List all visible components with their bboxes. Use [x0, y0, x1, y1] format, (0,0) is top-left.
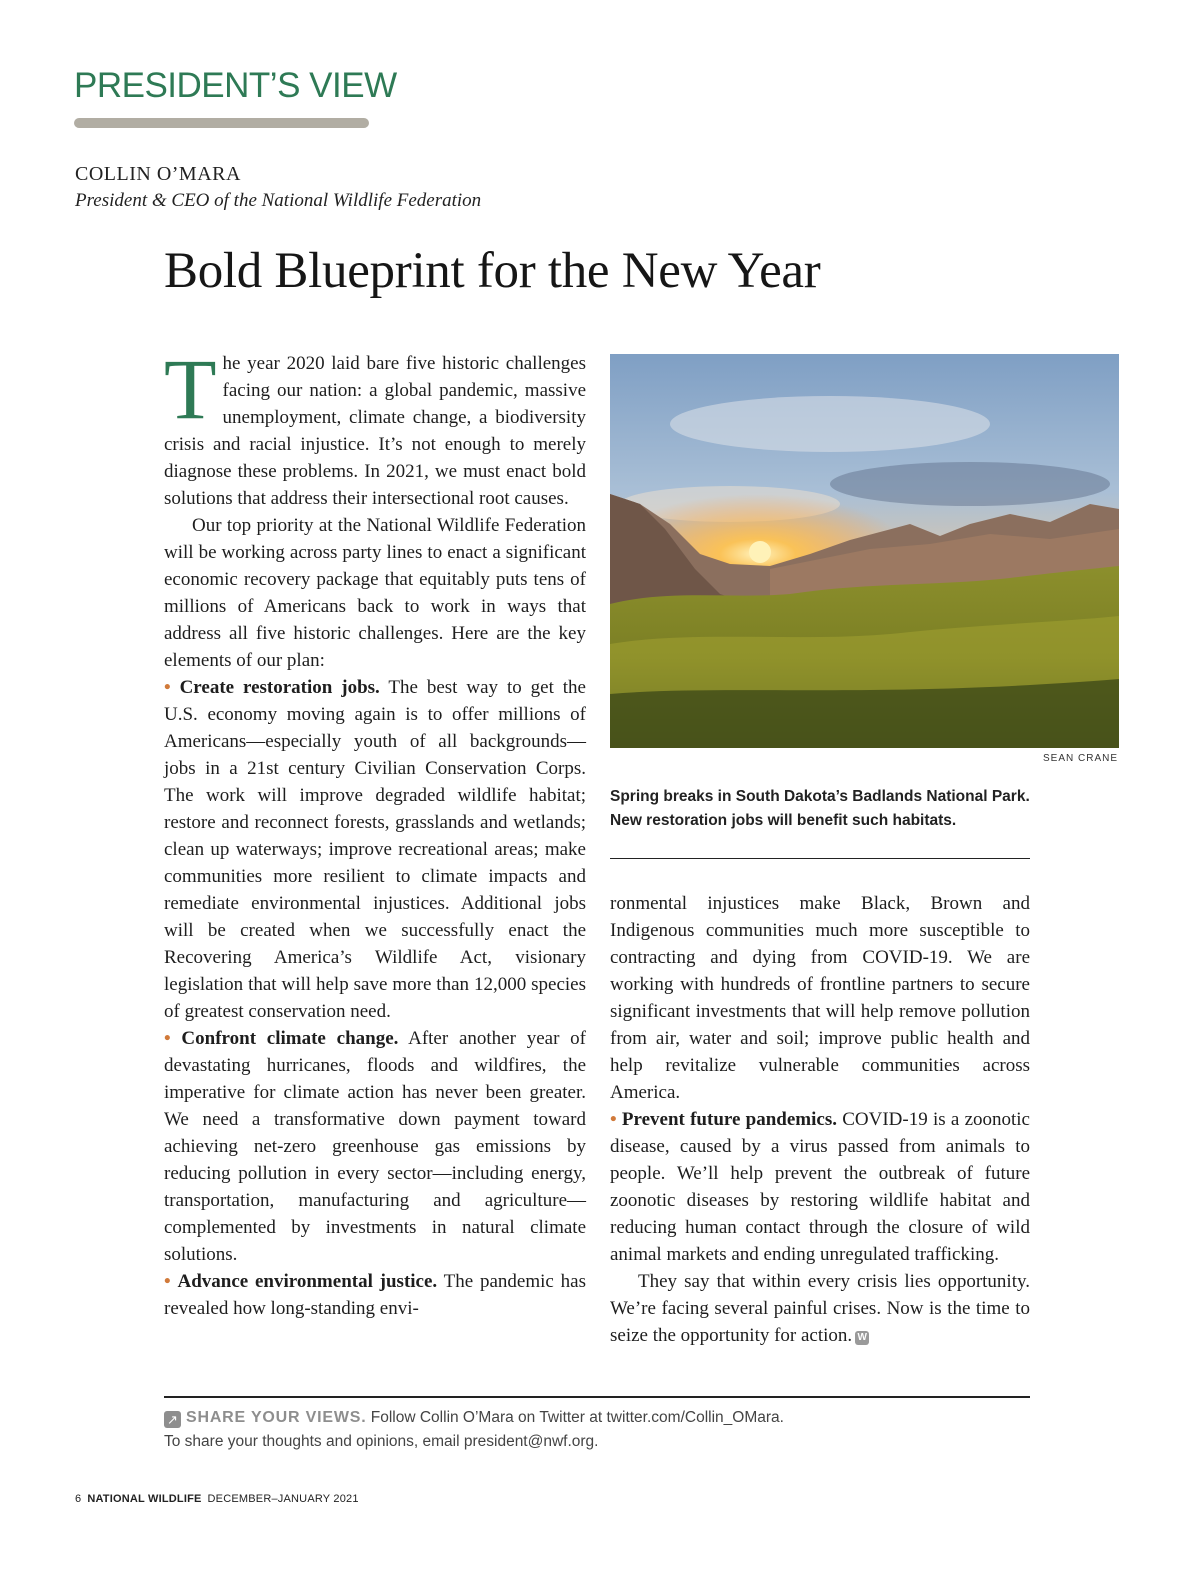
photo-credit: SEAN CRANE	[1042, 753, 1118, 764]
issue-date: DECEMBER–JANUARY 2021	[207, 1493, 359, 1505]
plan-item-text: COVID-19 is a zoonotic disease, caused by a virus passed from animals to people. We’ll help prevent the outbreak of future zoonotic diseases by restoring wildlife habitat and reducing human contact through the closure of wild animal markets and ending unregulated trafficking.	[610, 1109, 1030, 1265]
section-title-rule	[74, 118, 369, 128]
plan-item-heading: Prevent future pandemics.	[621, 1109, 837, 1130]
article-column-left	[164, 341, 586, 1322]
plan-item-climate-change	[164, 1025, 586, 1268]
author-name: COLLIN O’MARA	[75, 163, 241, 185]
body-paragraph: Our top priority at the National Wildlife Federation will be working across party lines to enact a significant economic recovery package that equitably puts tens of millions of Americans back to work in ways that address all five historic challenges. Here are the key elements of our plan:	[164, 515, 586, 671]
plan-item-heading: Create restoration jobs.	[179, 677, 380, 698]
section-title: PRESIDENT’S VIEW	[74, 66, 397, 105]
plan-item-text: After another year of devastating hurricanes, floods and wildfires, the imperative for climate action has never been greater. We need a transformative down payment toward achieving net-zero greenhouse gas emissions by reducing pollution in every sector—including energy, transportation, manufacturing and agriculture—complemented by investments in natural climate solutions.	[164, 1028, 586, 1265]
caption-rule	[610, 858, 1030, 859]
article-headline: Bold Blueprint for the New Year	[164, 243, 821, 299]
page-footer	[75, 1493, 359, 1505]
photo-caption: Spring breaks in South Dakota’s Badlands National Park. New restoration jobs will benefit such habitats.	[610, 788, 1030, 829]
plan-item-environmental-justice	[164, 1268, 586, 1322]
drop-cap: T	[164, 341, 217, 437]
share-line-1	[164, 1406, 1044, 1430]
plan-item-heading: Advance environmental justice.	[177, 1271, 438, 1292]
end-mark-icon: W	[855, 1331, 869, 1345]
bullet-icon: •	[164, 677, 171, 698]
share-twitter-text: Follow Collin O’Mara on Twitter at twitter.com/Collin_OMara.	[370, 1409, 784, 1426]
plan-item-text: The pandemic has revealed how long-standing envi-	[164, 1271, 586, 1319]
bullet-icon: •	[610, 1109, 617, 1130]
share-rule	[164, 1396, 1030, 1398]
badlands-sunrise-photo	[610, 354, 1119, 748]
intro-paragraph	[164, 341, 586, 512]
plan-item-heading: Confront climate change.	[181, 1028, 399, 1049]
bullet-icon: •	[164, 1028, 171, 1049]
plan-item-text: The best way to get the U.S. economy moving again is to offer millions of Americans—especially youth of all backgrounds—jobs in a 21st century Civilian Conservation Corps. The work will improve degraded wildlife habitat; restore and reconnect forests, grasslands and wetlands; clean up waterways; improve recreational areas; make communities more resilient to climate impacts and remediate environmental injustices. Additional jobs will be created when we successfully enact the Recovering America’s Wildlife Act, visionary legislation that will help save more than 12,000 species of greatest conservation need.	[164, 677, 586, 1022]
share-arrow-icon: ↗	[164, 1411, 181, 1428]
share-label: SHARE YOUR VIEWS.	[186, 1409, 367, 1426]
closing-text: They say that within every crisis lies opportunity. We’re facing several painful crises. Now is the time to seize the opportunity for action.	[610, 1271, 1030, 1346]
publication-name: NATIONAL WILDLIFE	[87, 1493, 202, 1505]
article-column-right	[610, 890, 1030, 1349]
page-number: 6	[75, 1493, 82, 1505]
intro-text: he year 2020 laid bare five historic challenges facing our nation: a global pandemic, massive unemployment, climate change, a biodiversity crisis and racial injustice. It’s not enough to merely diagnose these problems. In 2021, we must enact bold solutions that address their intersectional root causes.	[164, 353, 586, 509]
author-role: President & CEO of the National Wildlife Federation	[75, 190, 482, 211]
environmental-justice-continuation: ronmental injustices make Black, Brown and Indigenous communities much more susceptible to contracting and dying from COVID-19. We are working with hundreds of frontline partners to secure significant investments that will help remove pollution from air, water and soil; improve public health and help revitalize vulnerable communities across America.	[610, 893, 1030, 1103]
share-email-text: To share your thoughts and opinions, email president@nwf.org.	[164, 1433, 599, 1450]
bullet-icon: •	[164, 1271, 171, 1292]
plan-item-future-pandemics	[610, 1106, 1030, 1268]
share-your-views	[164, 1406, 1044, 1454]
closing-paragraph	[610, 1268, 1030, 1349]
plan-item-restoration-jobs	[164, 674, 586, 1025]
